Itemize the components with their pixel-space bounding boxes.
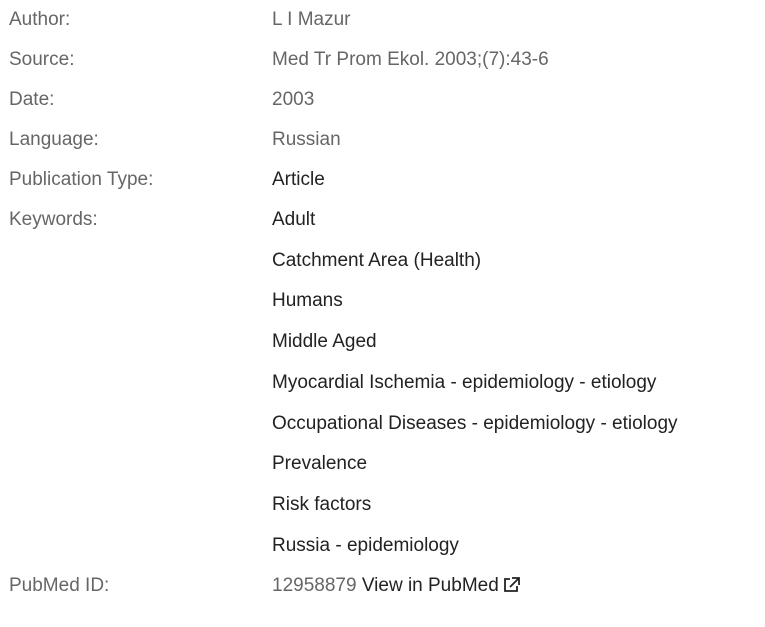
date-value: 2003	[272, 89, 315, 110]
keyword-item[interactable]: Russia - epidemiology	[272, 534, 459, 556]
keyword-item[interactable]: Risk factors	[272, 493, 372, 515]
keyword-item[interactable]: Adult	[272, 209, 316, 230]
keyword-item[interactable]: Occupational Diseases - epidemiology - etiology	[272, 412, 678, 434]
keywords-row	[0, 200, 765, 566]
language-row	[0, 120, 765, 160]
keyword-item[interactable]: Prevalence	[272, 453, 368, 475]
keyword-item[interactable]: Catchment Area (Health)	[272, 249, 482, 271]
publication-type-value[interactable]: Article	[272, 169, 325, 190]
view-in-pubmed-label: View in PubMed	[361, 575, 499, 597]
pubmed-label: PubMed ID:	[9, 575, 110, 597]
publication-type-label: Publication Type:	[9, 169, 154, 190]
date-row	[0, 80, 765, 120]
author-label: Author:	[9, 9, 71, 30]
keywords-label: Keywords:	[9, 209, 98, 230]
source-value: Med Tr Prom Ekol. 2003;(7):43-6	[272, 49, 549, 70]
author-value: L I Mazur	[272, 9, 351, 30]
keywords-list	[272, 200, 678, 566]
external-link-icon	[502, 568, 521, 608]
pubmed-id: 12958879	[272, 575, 362, 597]
view-in-pubmed-link[interactable]	[362, 575, 521, 596]
pubmed-row	[0, 566, 765, 608]
language-label: Language:	[9, 129, 99, 150]
keyword-item[interactable]: Humans	[272, 290, 343, 312]
source-row	[0, 40, 765, 80]
keyword-item[interactable]: Myocardial Ischemia - epidemiology - etiology	[272, 371, 657, 393]
author-row	[0, 0, 765, 40]
keyword-item[interactable]: Middle Aged	[272, 331, 377, 353]
pubmed-value	[272, 566, 521, 608]
date-label: Date:	[9, 89, 55, 110]
publication-type-row	[0, 160, 765, 200]
language-value: Russian	[272, 129, 341, 150]
source-label: Source:	[9, 49, 75, 70]
